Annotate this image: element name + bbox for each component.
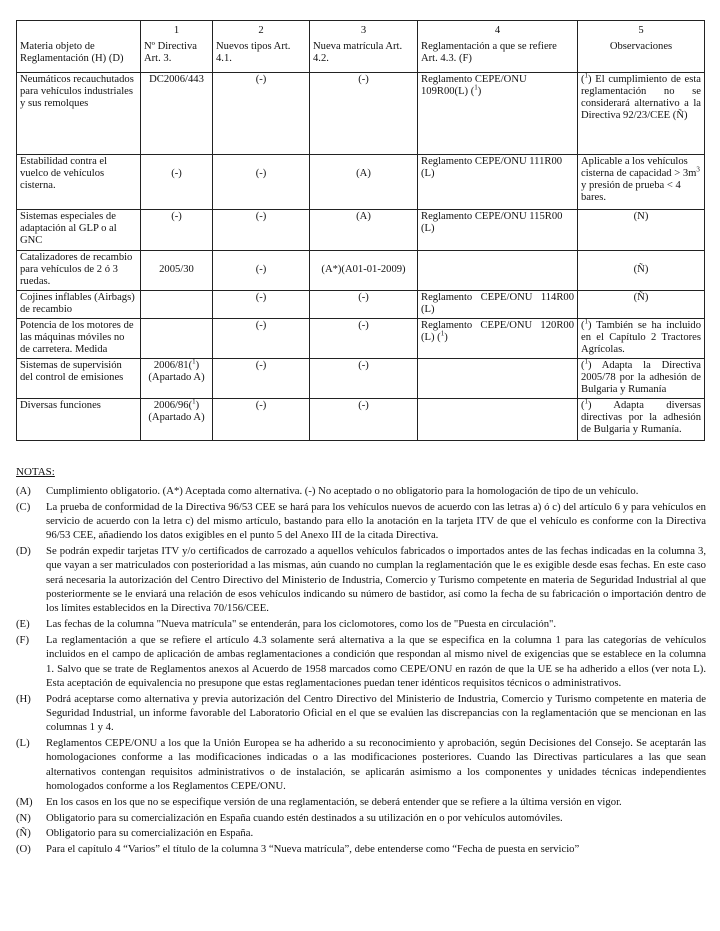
cell-materia: Sistemas especiales de adaptación al GLP o al GNC	[17, 210, 141, 251]
cell-nuevos: (-)	[213, 319, 310, 359]
cell-matricula: (-)	[310, 73, 418, 155]
notes-title: NOTAS:	[16, 466, 55, 478]
note-item: (O) Para el capítulo 4 “Varios” el título de la columna 3 “Nueva matrícula”, debe entenderse como “Fecha de puesta en servicio”	[16, 843, 580, 856]
header-directiva: 1 Nº Directiva Art. 3.	[141, 21, 213, 73]
table-header-row	[17, 21, 705, 73]
cell-reglamentacion	[418, 251, 578, 291]
cell-reglamentacion: Reglamento CEPE/ONU 109R00(L) ($^1$)	[418, 73, 578, 155]
cell-matricula: (A)	[310, 155, 418, 210]
cell-materia: Cojines inflables (Airbags) de recambio	[17, 291, 141, 319]
cell-observaciones: (Ñ)	[578, 251, 705, 291]
cell-directiva: (-)	[141, 210, 213, 251]
header-observaciones: 5 Observaciones	[578, 21, 705, 73]
cell-reglamentacion: Reglamento CEPE/ONU 120R00 (L) ($^1$)	[418, 319, 578, 359]
table-row	[17, 210, 705, 251]
cell-materia: Diversas funciones	[17, 399, 141, 441]
table-row	[17, 73, 705, 155]
header-reglamentacion: 4 Reglamentación a que se refiere Art. 4.3. (F)	[418, 21, 578, 73]
note-item: (F) La reglamentación a que se refiere el artículo 4.3 solamente será alternativa a la que se especifica en la columna 1 para las categorías de vehículos incluidos en el campo de aplicación de ambas reglamentaciones a condición que respondan al mismo nivel de exigencias que se establece en la columna 1. Salvo que se trate de Reglamentos anexos al Acuerdo de 1958 marcados como CEPE/ONU en razón de que la UE se ha adherido a ellos (ver nota L). Esta aceptación de equivalencia no presupone que estas reglamentaciones puedan tener idénticos requisitos técnicos o administrativos.	[16, 633, 706, 689]
note-item: (L) Reglamentos CEPE/ONU a los que la Unión Europea se ha adherido a su reconocimiento y aprobación, según Decisiones del Consejo. Se aceptarán las homologaciones conforme a las modificaciones indicadas o a las modificaciones posteriores. Cuando las Directivas particulares a las que sean alternativos contengan requisitos administrativos o de instalación, se aplicarán asimismo a los componentes y unidades técnicas independientes homologados conforme a los Reglamentos CEPE/ONU.	[16, 737, 706, 792]
cell-materia: Potencia de los motores de las máquinas móviles no de carretera. Medida	[17, 319, 141, 359]
note-item: (D) Se podrán expedir tarjetas ITV y/o certificados de carrozado a aquellos vehículos fabricados o importados antes de las fechas indicadas en la columna 3, que vayan a ser matriculados con posterioridad a las mismas, aún cuando no cumplan la reglamentación que le es exigible desde esas fechas. En este caso será necesaria la autorización del Centro Directivo del Ministerio de Industria, Comercio y Turismo competente en materia de Seguridad Industrial al que posteriormente se le enviará una relación de esos vehículos indicando su número de bastidor, así como la fecha de su fabricación o importación dentro de los límites establecidos en la Directiva 70/156/CEE.	[16, 545, 706, 615]
cell-nuevos: (-)	[213, 155, 310, 210]
regulation-table	[16, 20, 705, 441]
cell-directiva	[141, 291, 213, 319]
cell-observaciones: ($^1$) Adapta diversas directivas por la adhesión de Bulgaria y Rumanía.	[578, 399, 705, 441]
cell-matricula: (-)	[310, 399, 418, 441]
cell-matricula: (A)	[310, 210, 418, 251]
cell-observaciones: ($^1$) El cumplimiento de esta reglamentación no se considerará alternativo a la Directiva 92/23/CEE (Ñ)	[578, 73, 705, 155]
cell-nuevos: (-)	[213, 359, 310, 399]
table-row	[17, 155, 705, 210]
cell-materia: Sistemas de supervisión del control de emisiones	[17, 359, 141, 399]
cell-materia: Neumáticos recauchutados para vehículos industriales y sus remolques	[17, 73, 141, 155]
cell-observaciones: (Ñ)	[578, 291, 705, 319]
note-item: (N) Obligatorio para su comercialización en España cuando estén destinados a su utilización en o por vehículos automóviles.	[16, 811, 563, 824]
header-nuevos-tipos: 2 Nuevos tipos Art. 4.1.	[213, 21, 310, 73]
header-materia: Materia objeto de Reglamentación (H) (D)	[17, 21, 141, 73]
cell-reglamentacion	[418, 359, 578, 399]
cell-directiva: DC2006/443	[141, 73, 213, 155]
note-item: (H) Podrá aceptarse como alternativa y previa autorización del Centro Directivo del Ministerio de Industria, Comercio y Turismo competente en materia de Seguridad Industrial, un informe favorable del Laboratorio Oficial en el que se evalúen las discrepancias con la reglamentación que se mencionan en las columnas 1 y 4.	[16, 692, 706, 734]
note-item: (Ñ) Obligatorio para su comercialización en España.	[16, 827, 254, 840]
cell-nuevos: (-)	[213, 251, 310, 291]
cell-observaciones: (N)	[578, 210, 705, 251]
table-row	[17, 359, 705, 399]
cell-directiva: 2006/81($^1$) (Apartado A)	[141, 359, 213, 399]
cell-directiva: (-)	[141, 155, 213, 210]
notes-section	[16, 466, 706, 858]
cell-directiva	[141, 319, 213, 359]
cell-matricula: (-)	[310, 319, 418, 359]
cell-matricula: (-)	[310, 291, 418, 319]
cell-directiva: 2006/96($^1$) (Apartado A)	[141, 399, 213, 441]
cell-matricula: (A*)(A01-01-2009)	[310, 251, 418, 291]
cell-nuevos: (-)	[213, 291, 310, 319]
cell-materia: Estabilidad contra el vuelco de vehículos cisterna.	[17, 155, 141, 210]
table-row	[17, 291, 705, 319]
table-row	[17, 251, 705, 291]
cell-observaciones: ($^1$) También se ha incluido en el Capítulo 2 Tractores Agrícolas.	[578, 319, 705, 359]
table-row	[17, 399, 705, 441]
note-item: (M) En los casos en los que no se especifique versión de una reglamentación, se deberá entender que se refiere a la última versión en vigor.	[16, 795, 622, 808]
cell-nuevos: (-)	[213, 73, 310, 155]
cell-nuevos: (-)	[213, 210, 310, 251]
cell-reglamentacion: Reglamento CEPE/ONU 111R00 (L)	[418, 155, 578, 210]
note-item: (C) La prueba de conformidad de la Directiva 96/53 CEE se hará para los vehículos nuevos de acuerdo con las letras a) ó c) del artículo 6 y para vehículos en servicio de acuerdo con la letra c) del mismo artículo, bastando para ello la anotación en la tarjeta ITV de que el vehículo es conforme con la Directiva 96/53 CEE, añadiendo los datos exigibles en el punto 5 del Anexo III de la citada Directiva.	[16, 500, 706, 542]
note-item: (E) Las fechas de la columna "Nueva matrícula" se entenderán, para los ciclomotores, como los de "Puesta en circulación".	[16, 618, 557, 631]
cell-reglamentacion: Reglamento CEPE/ONU 114R00 (L)	[418, 291, 578, 319]
cell-reglamentacion: Reglamento CEPE/ONU 115R00 (L)	[418, 210, 578, 251]
cell-observaciones: Aplicable a los vehículos cisterna de capacidad > $3m^3$ y presión de prueba < 4 bares.	[578, 155, 705, 210]
cell-nuevos: (-)	[213, 399, 310, 441]
note-item: (A) Cumplimiento obligatorio. (A*) Aceptada como alternativa. (-) No aceptado o no obligatorio para la homologación de tipo de un vehículo.	[16, 485, 639, 497]
header-nueva-matricula: 3 Nueva matrícula Art. 4.2.	[310, 21, 418, 73]
cell-observaciones: ($^1$) Adapta la Directiva 2005/78 por la adhesión de Bulgaria y Rumanía	[578, 359, 705, 399]
cell-reglamentacion	[418, 399, 578, 441]
table-row	[17, 319, 705, 359]
cell-directiva: 2005/30	[141, 251, 213, 291]
cell-materia: Catalizadores de recambio para vehículos de 2 ó 3 ruedas.	[17, 251, 141, 291]
cell-matricula: (-)	[310, 359, 418, 399]
